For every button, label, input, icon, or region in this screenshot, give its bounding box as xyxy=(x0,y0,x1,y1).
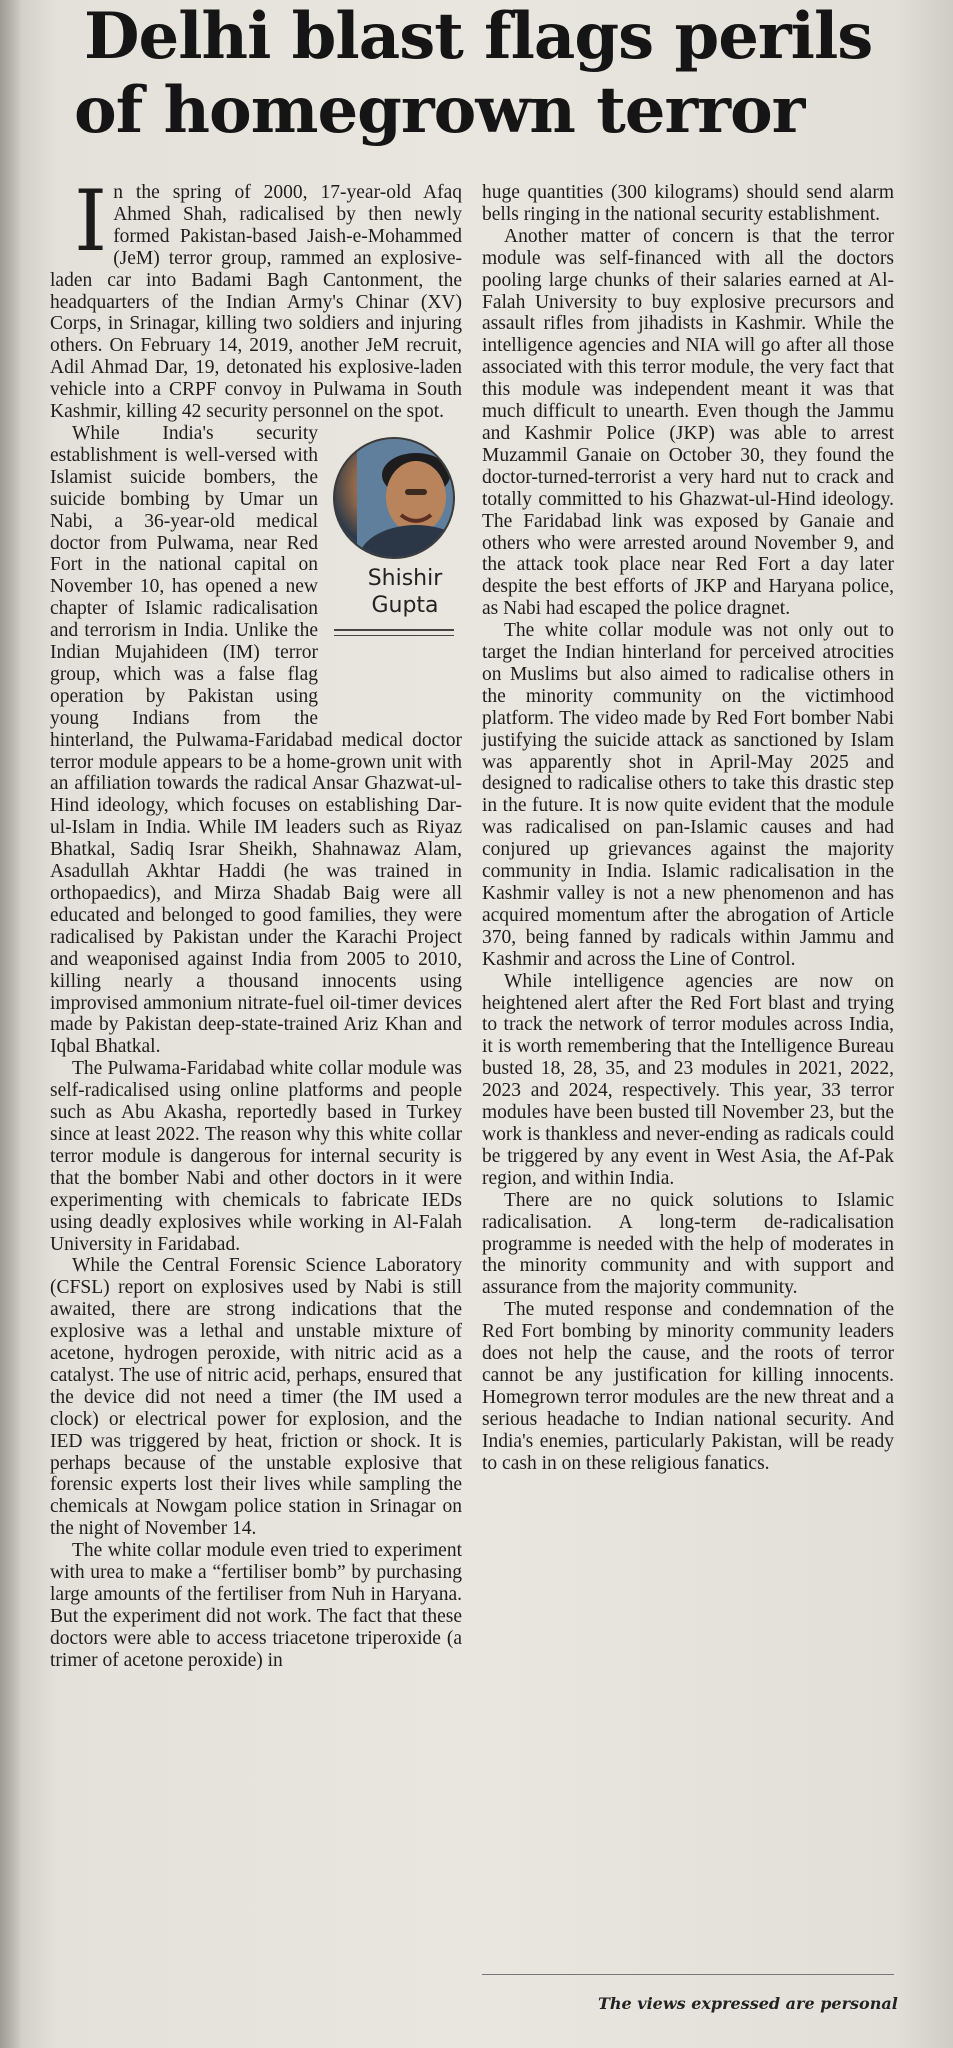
author-first-name: Shishir xyxy=(367,565,443,591)
author-box xyxy=(326,427,462,712)
author-portrait-icon xyxy=(357,439,455,557)
paragraph-5: The white collar module even tried to experiment with urea to make a “fertiliser bomb” by purchasing large amounts of the fertiliser from Nuh in Haryana. But the experiment did not work. The fact that these doctors were able to access triacetone triperoxide (a trimer of acetone peroxide) in xyxy=(50,1540,462,1671)
page-fold-shadow xyxy=(0,0,22,2048)
drop-cap: I xyxy=(74,172,108,270)
author-rule-thin xyxy=(334,635,454,636)
author-photo xyxy=(333,437,455,559)
paragraph-8: The white collar module was not only out to target the Indian hinterland for perceived atrocities on Muslims but also aimed to radicalise others in the minority community on the victimhood platform. The video made by Red Fort bomber Nabi justifying the suicide attack as sanctioned by Islam was apparently shot in April-May 2025 and designed to radicalise others to take this drastic step in the future. It is now quite evident that the module was radicalised on pan-Islamic causes and had conjured up grievances against the majority community in India. Islamic radicalisation in the Kashmir valley is not a new phenomenon and has acquired momentum after the abrogation of Article 370, being fanned by radicals within Jammu and Kashmir and across the Line of Control. xyxy=(482,620,894,970)
paragraph-10: There are no quick solutions to Islamic radicalisation. A long-term de-radicalisation programme is needed with the help of moderates in the minority community and with support and assurance from the majority community. xyxy=(482,1189,894,1299)
paragraph-2: Shishir Gupta While India's security establishment is well-versed with Islamist suicide bombers, the suicide bombing by Umar un Nabi, a 36-year-old medical doctor from Pulwama, near Red Fort in the national capital on November 10, has opened a new chapter of Islamic radicalisation and terrorism in India. Unlike the Indian Mujahideen (IM) terror group, which was a false flag operation by Pakistan using young Indians from the hinterland, the Pulwama-Faridabad medical doctor terror module appears to be a home-grown unit with an affiliation towards the radical Ansar Ghazwat-ul-Hind ideology, which focuses on establishing Dar-ul-Islam in India. While IM leaders such as Riyaz Bhatkal, Sadiq Israr Sheikh, Shahnawaz Alam, Asadullah Akhtar Haddi (he was trained in orthopaedics), and Mirza Shadab Baig were all educated and belonged to good families, they were radicalised by Pakistan under the Karachi Project and weaponised against India from 2005 to 2010, killing nearly a thousand innocents using improvised ammonium nitrate-fuel oil-timer devices made by Pakistan deep-state-trained Ariz Khan and Iqbal Bhatkal. xyxy=(50,423,462,1058)
paragraph-7: Another matter of concern is that the terror module was self-financed with all the doctors pooling large chunks of their salaries earned at Al-Falah University to buy explosive precursors and assault rifles from jihadists in Kashmir. While the intelligence agencies and NIA will go after all those associated with this terror module, the very fact that this module was independent meant it was that much difficult to unearth. Even though the Jammu and Kashmir Police (JKP) was able to arrest Muzammil Ganaie on October 30, they found the doctor-turned-terrorist a very hard nut to crack and totally committed to his Ghazwat-ul-Hind ideology. The Faridabad link was exposed by Ganaie and others who were arrested around November 9, and the attack took place near Red Fort a day later despite the best efforts of JKP and Haryana police, as Nabi had escaped the police dragnet. xyxy=(482,225,894,620)
author-rule xyxy=(334,629,454,631)
headline-line-2: of homegrown terror xyxy=(74,73,805,148)
headline xyxy=(70,0,930,148)
paragraph-9: While intelligence agencies are now on heightened alert after the Red Fort blast and trying to track the network of terror modules across India, it is worth remembering that the Intelligence Bureau busted 18, 28, 35, and 23 modules in 2021, 2022, 2023 and 2024, respectively. This year, 33 terror modules have been busted till November 23, but the work is thankless and never-ending as radicals could be triggered by any event in West Asia, the Af-Pak region, and within India. xyxy=(482,970,894,1189)
headline-line-1: Delhi blast flags perils xyxy=(84,0,873,74)
paragraph-3: The Pulwama-Faridabad white collar module was self-radicalised using online platforms and people such as Abu Akasha, reportedly based in Turkey since at least 2022. The reason why this white collar terror module is dangerous for internal security is that the bomber Nabi and other doctors in it were experimenting with chemicals to fabricate IEDs using deadly explosives while working in Al-Falah University in Faridabad. xyxy=(50,1058,462,1255)
paragraph-4: While the Central Forensic Science Laboratory (CFSL) report on explosives used by Nabi is still awaited, there are strong indications that the explosive was a lethal and unstable mixture of acetone, hydrogen peroxide, with nitric acid as a catalyst. The use of nitric acid, perhaps, ensured that the device did not need a timer (the IM used a clock) or electrical power for explosion, and the IED was triggered by heat, friction or shock. It is perhaps because of the unstable explosive that forensic experts lost their lives while sampling the chemicals at Nowgam police station in Srinagar on the night of November 14. xyxy=(50,1255,462,1540)
paragraph-1: In the spring of 2000, 17-year-old Afaq Ahmed Shah, radicalised by then newly formed Pakistan-based Jaish-e-Mohammed (JeM) terror group, rammed an explosive-laden car into Badami Bagh Cantonment, the headquarters of the Indian Army's Chinar (XV) Corps, in Srinagar, killing two soldiers and injuring others. On February 14, 2019, another JeM recruit, Adil Ahmad Dar, 19, detonated his explosive-laden vehicle into a CRPF convoy in Pulwama in South Kashmir, killing 42 security personnel on the spot. xyxy=(50,172,462,423)
article-column-left xyxy=(50,172,462,1672)
disclaimer: The views expressed are personal xyxy=(598,1994,898,2013)
paragraph-6: huge quantities (300 kilograms) should send alarm bells ringing in the national security establishment. xyxy=(482,182,894,225)
author-last-name: Gupta xyxy=(371,592,439,618)
paragraph-11: The muted response and condemnation of the Red Fort bombing by minority community leaders does not help the cause, and the roots of terror cannot be any justification for killing innocents. Homegrown terror modules are the new threat and a serious headache to Indian national security. And India's enemies, particularly Pakistan, will be ready to cash in on these religious fanatics. xyxy=(482,1299,894,1474)
footer-rule xyxy=(482,1974,894,1975)
article-column-right xyxy=(482,182,894,1474)
